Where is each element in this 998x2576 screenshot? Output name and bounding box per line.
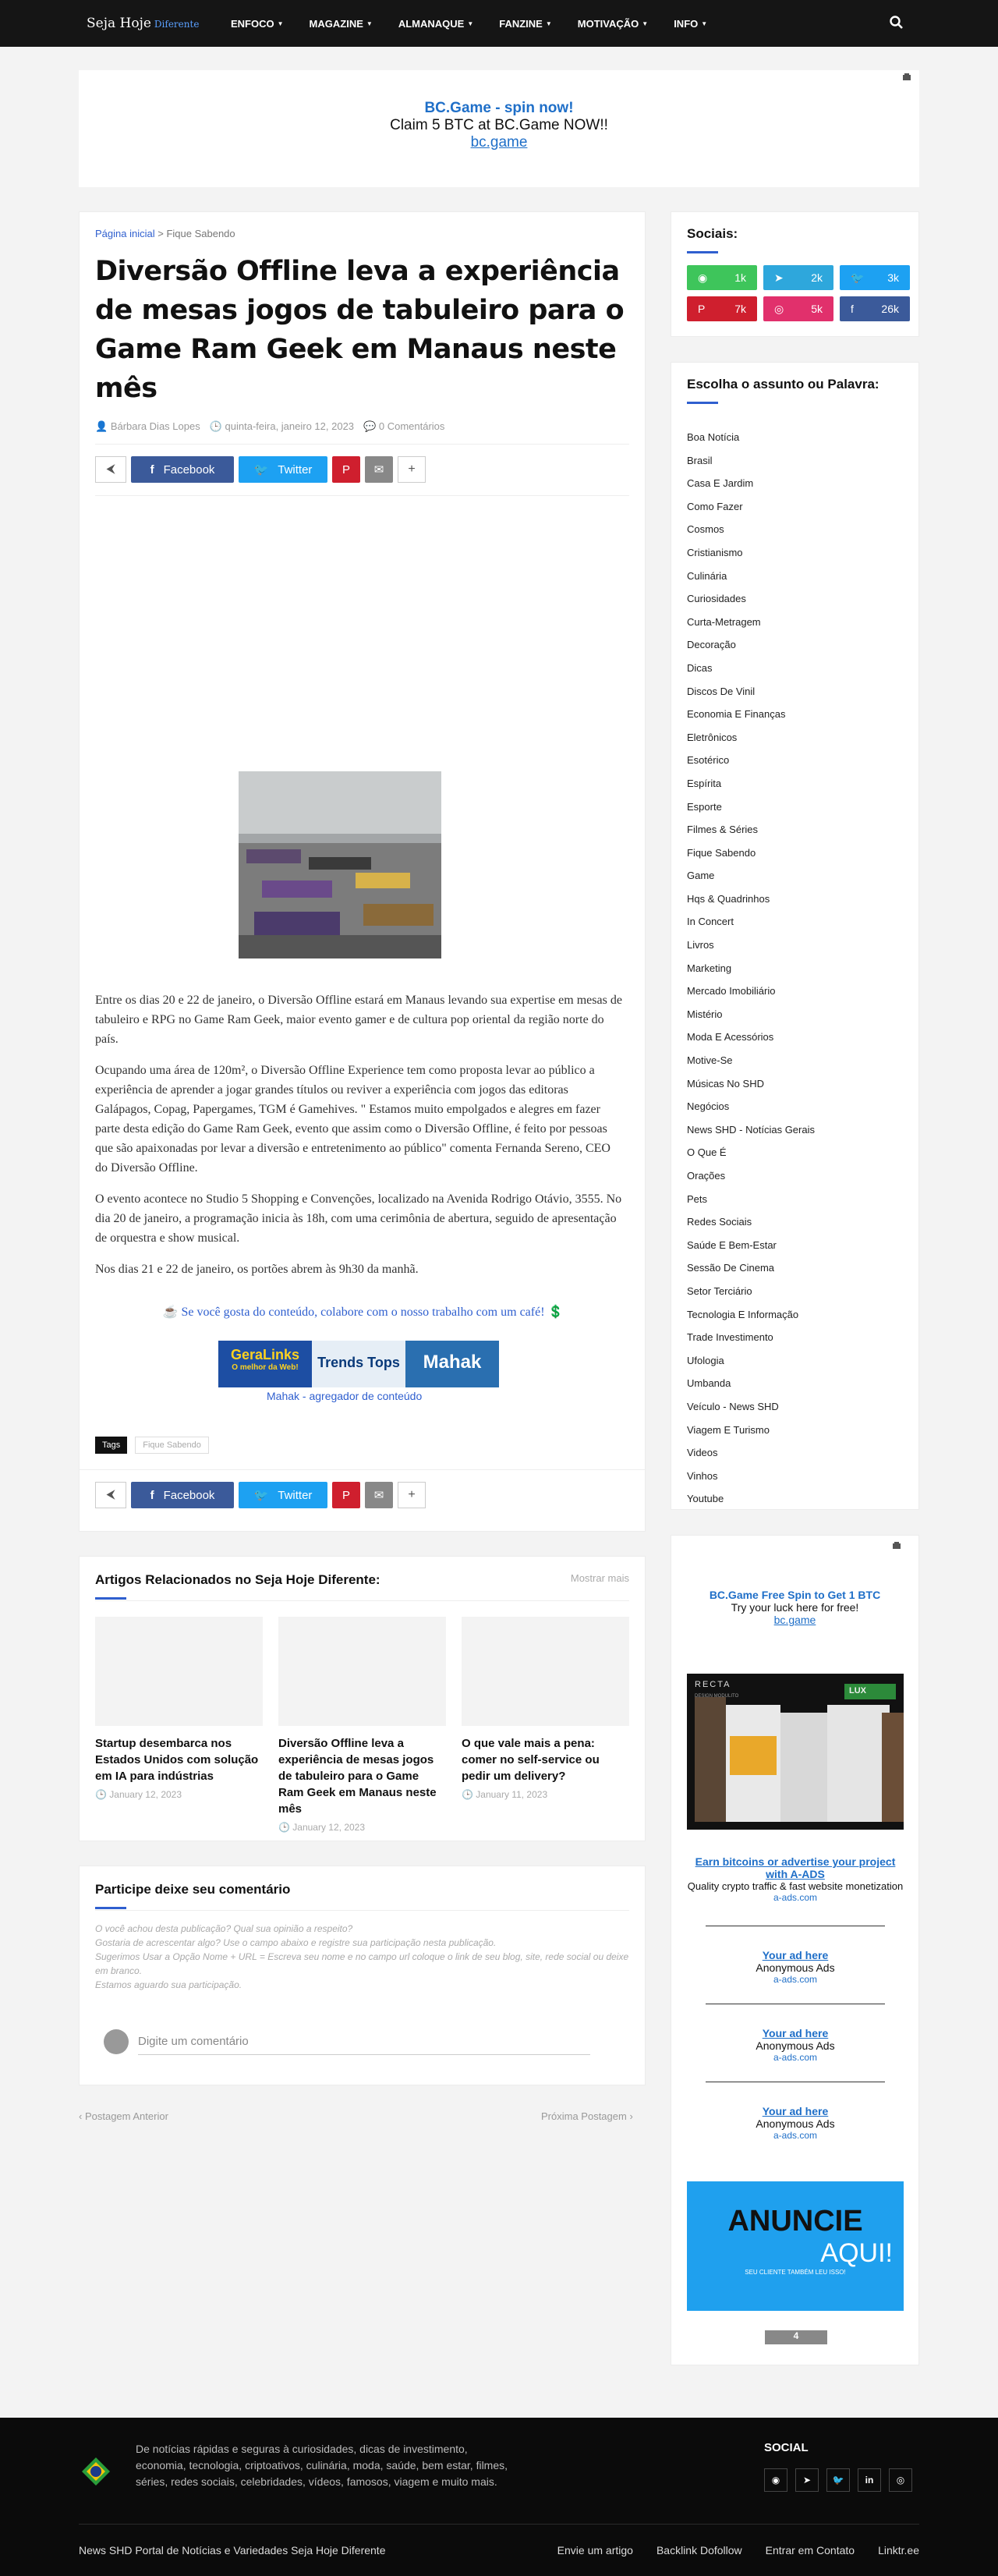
category-link[interactable]: Dicas — [687, 661, 713, 674]
visitor-counter: 4 — [765, 2330, 827, 2344]
footer-link[interactable]: Envie um artigo — [557, 2544, 633, 2557]
category-link[interactable]: Trade Investimento — [687, 1331, 773, 1344]
footer — [0, 2418, 998, 2576]
recta-badge: LUX — [849, 1686, 866, 1695]
category-link[interactable]: Setor Terciário — [687, 1284, 752, 1297]
linkedin-icon[interactable]: in — [858, 2468, 881, 2492]
facebook-count[interactable]: f 26k — [840, 296, 910, 321]
plus-icon: + — [408, 462, 416, 476]
related-item-title[interactable]: Startup desembarca nos Estados Unidos com solução em IA para indústrias — [95, 1737, 259, 1783]
nav-item-enfoco[interactable]: ENFOCO ▼ — [231, 18, 284, 30]
comment-count[interactable]: 💬 0 Comentários — [363, 420, 445, 432]
category-link[interactable]: Hqs & Quadrinhos — [687, 892, 770, 905]
twitter-icon: 🐦 — [253, 463, 269, 477]
category-link[interactable]: Tecnologia E Informação — [687, 1308, 799, 1320]
chevron-down-icon: ▼ — [701, 20, 708, 27]
category-link[interactable]: Filmes & Séries — [687, 824, 759, 836]
top-navbar — [0, 0, 998, 47]
category-link[interactable]: Curta-Metragem — [687, 615, 761, 628]
pinterest-count[interactable]: P 7k — [687, 296, 757, 321]
related-thumbnail[interactable] — [95, 1617, 263, 1726]
category-link[interactable]: Ufologia — [687, 1354, 724, 1366]
whatsapp-icon[interactable]: ◉ — [764, 2468, 787, 2492]
share-facebook-button[interactable]: f Facebook — [131, 1482, 234, 1508]
comments-section — [79, 1866, 646, 2085]
category-link[interactable]: Mistério — [687, 1008, 723, 1020]
share-twitter-button[interactable]: 🐦 Twitter — [239, 1482, 327, 1508]
footer-link[interactable]: Entrar em Contato — [765, 2544, 855, 2557]
telegram-icon[interactable]: ➤ — [795, 2468, 819, 2492]
related-item-title[interactable]: Diversão Offline leva a experiência de mesas jogos de tabuleiro para o Game Ram Geek em Manaus neste mês — [278, 1737, 437, 1816]
paragraph: Ocupando uma área de 120m², o Diversão Offline Experience tem como proposta levar ao público a experiência de aprender a jogar grandes títulos ou reviver a experiência com jogos das editoras Galápagos, Copag, Papergames, TGM é Gamehives. " Estamos muito empolgados e alegres em fazer parte desta edição do Game Ram Geek, evento que assim como o Diversão Offline, é feito por pessoas que são apaixonadas por levar a diversão e entretenimento ao público" comenta Fernanda Sereno, CEO do Diversão Offline. — [95, 1064, 610, 1175]
anonymous-ad[interactable]: Your ad here Anonymous Ads a-ads.com — [756, 2027, 835, 2063]
twitter-icon: 🐦 — [851, 271, 865, 284]
tag-chip[interactable]: Fique Sabendo — [135, 1437, 209, 1454]
share-icon[interactable]: ⮜ — [95, 456, 126, 483]
footer-social-title: SOCIAL — [764, 2441, 809, 2454]
related-item[interactable] — [278, 1617, 446, 1833]
share-pinterest-button[interactable] — [332, 1482, 360, 1508]
main-nav — [231, 18, 733, 30]
category-link[interactable]: Brasil — [687, 454, 713, 466]
chevron-down-icon: ▼ — [366, 20, 373, 27]
next-post-link[interactable]: Próxima Postagem › — [541, 2110, 633, 2122]
share-icon[interactable]: ⮜ — [95, 1482, 126, 1508]
article-body — [95, 990, 625, 1291]
share-facebook-button[interactable]: f Facebook — [131, 456, 234, 483]
breadcrumb-separator: > — [157, 228, 164, 239]
share-more-button[interactable] — [398, 456, 426, 483]
category-link[interactable]: Marketing — [687, 962, 732, 974]
category-link[interactable]: Videos — [687, 1447, 718, 1459]
envelope-icon: ✉ — [373, 463, 384, 477]
category-link[interactable]: Cristianismo — [687, 546, 743, 558]
telegram-count[interactable]: ➤ 2k — [763, 265, 833, 290]
ad-link[interactable]: bc.game — [470, 134, 528, 151]
paragraph: Entre os dias 20 e 22 de janeiro, o Diversão Offline estará em Manaus levando sua expertise em mesas de tabuleiro e RPG no Game Ram Geek, maior evento gamer e de cultura pop oriental da região norte do país. — [95, 994, 622, 1046]
related-item-date: 🕒 January 12, 2023 — [278, 1822, 366, 1833]
twitter-count[interactable]: 🐦 3k — [840, 265, 910, 290]
anonymous-ad[interactable]: Your ad here Anonymous Ads a-ads.com — [756, 1949, 835, 1985]
coffee-support-link[interactable]: ☕ Se você gosta do conteúdo, colabore com o nosso trabalho com um café! 💲 — [162, 1306, 564, 1319]
category-link[interactable]: Game — [687, 870, 715, 882]
nav-item-magazine[interactable]: MAGAZINE ▼ — [309, 18, 373, 30]
breadcrumb-home[interactable]: Página inicial — [95, 228, 155, 239]
chevron-down-icon: ▼ — [467, 20, 474, 27]
category-link[interactable]: Moda E Acessórios — [687, 1031, 774, 1044]
paragraph: O evento acontece no Studio 5 Shopping e Convenções, localizado na Avenida Rodrigo Otávio, 3555. No dia 20 de janeiro, a programação inicia às 18h, com uma cerimônia de abertura, seguido de apresentação de orquestra e show musical. — [95, 1192, 622, 1245]
category-link[interactable]: Curiosidades — [687, 593, 746, 605]
category-link[interactable]: Esporte — [687, 800, 722, 813]
related-thumbnail[interactable] — [278, 1617, 446, 1726]
recta-subtitle: DESIGN MODULITO — [695, 1694, 739, 1699]
share-email-button[interactable] — [365, 1482, 393, 1508]
ad-info-icon[interactable] — [892, 1542, 901, 1550]
category-link[interactable]: Livros — [687, 939, 714, 951]
category-link[interactable]: Esotérico — [687, 754, 730, 767]
paragraph: Nos dias 21 e 22 de janeiro, os portões abrem às 9h30 da manhã. — [95, 1263, 419, 1276]
category-link[interactable]: Veículo - News SHD — [687, 1400, 779, 1412]
money-icon: 💲 — [547, 1306, 564, 1319]
nav-item-motivacao[interactable]: MOTIVAÇÃO ▼ — [577, 18, 649, 30]
instagram-icon: ◎ — [774, 302, 784, 315]
categories-title: Escolha o assunto ou Palavra: — [687, 377, 903, 392]
comment-box[interactable] — [104, 2029, 590, 2055]
share-bar-top — [95, 444, 629, 496]
category-link[interactable]: Culinária — [687, 569, 727, 582]
categories-widget — [671, 362, 919, 1510]
facebook-icon: f — [150, 1488, 154, 1502]
category-link[interactable]: Eletrônicos — [687, 731, 738, 743]
comments-icon: 💬 — [363, 420, 377, 432]
category-link[interactable]: Boa Notícia — [687, 431, 740, 443]
article-title: Diversão Offline leva a experiência de mesas jogos de tabuleiro para o Game Ram Geek em Manaus neste mês — [95, 256, 625, 404]
categories-list — [687, 426, 903, 1511]
trendstops-banner[interactable]: Trends Tops — [312, 1341, 405, 1387]
envelope-icon: ✉ — [373, 1489, 384, 1502]
footer-link[interactable]: Linktr.ee — [878, 2544, 919, 2557]
telegram-icon: ➤ — [774, 271, 784, 284]
category-link[interactable]: Pets — [687, 1192, 708, 1205]
twitter-icon[interactable]: 🐦 — [826, 2468, 850, 2492]
whatsapp-count[interactable]: ◉ 1k — [687, 265, 757, 290]
footer-social-icons — [764, 2468, 912, 2492]
category-link[interactable]: Motive-Se — [687, 1054, 733, 1067]
logo-text: Seja Hoje — [87, 16, 151, 31]
related-item-title[interactable]: O que vale mais a pena: comer no self-service ou pedir um delivery? — [462, 1737, 600, 1783]
related-item[interactable] — [95, 1617, 263, 1833]
user-icon: 👤 — [95, 420, 108, 432]
sidebar-ads — [671, 1535, 919, 2365]
prev-post-link[interactable]: ‹ Postagem Anterior — [79, 2110, 168, 2122]
instagram-icon[interactable]: ◎ — [889, 2468, 912, 2492]
category-link[interactable]: Sessão De Cinema — [687, 1262, 774, 1274]
share-twitter-button[interactable]: 🐦 Twitter — [239, 456, 327, 483]
facebook-icon: f — [851, 303, 854, 315]
avatar — [104, 2029, 129, 2054]
comment-input[interactable]: Digite um comentário — [138, 2029, 590, 2055]
footer-about: De notícias rápidas e seguras à curiosidades, dicas de investimento, economia, tecnologia, criptoativos, culinária, moda, saúde, bem estar, filmes, séries, redes sociais, celebridades, vídeos, famosos, viagem e muito mais. — [136, 2443, 508, 2488]
mahak-banner[interactable]: Mahak — [405, 1341, 499, 1387]
footer-links — [557, 2544, 919, 2557]
chevron-down-icon: ▼ — [277, 20, 284, 27]
coffee-icon: ☕ — [162, 1306, 179, 1319]
comments-title: Participe deixe seu comentário — [95, 1882, 629, 1897]
related-item-date: 🕒 January 11, 2023 — [462, 1789, 548, 1800]
related-articles — [79, 1556, 646, 1841]
top-ad-banner[interactable] — [79, 70, 919, 187]
category-link[interactable]: In Concert — [687, 916, 734, 928]
category-link[interactable]: Viagem E Turismo — [687, 1423, 770, 1436]
plus-icon: + — [408, 1488, 416, 1501]
related-item-date: 🕒 January 12, 2023 — [95, 1789, 182, 1800]
date: 🕒 quinta-feira, janeiro 12, 2023 — [209, 420, 355, 432]
category-link[interactable]: Economia E Finanças — [687, 708, 786, 721]
share-pinterest-button[interactable] — [332, 456, 360, 483]
instagram-count[interactable]: ◎ 5k — [763, 296, 833, 321]
category-link[interactable]: Orações — [687, 1170, 726, 1182]
category-link[interactable]: Saúde E Bem-Estar — [687, 1238, 777, 1251]
site-logo[interactable] — [87, 16, 199, 31]
tags-label: Tags — [95, 1437, 127, 1454]
nav-item-info[interactable]: INFO ▼ — [674, 18, 708, 30]
share-more-button[interactable] — [398, 1482, 426, 1508]
category-link[interactable]: Músicas No SHD — [687, 1077, 764, 1090]
search-icon[interactable] — [889, 15, 904, 30]
ad-text: Claim 5 BTC at BC.Game NOW!! — [390, 117, 608, 133]
social-widget — [671, 211, 919, 337]
anonymous-ad[interactable]: Your ad here Anonymous Ads a-ads.com — [756, 2105, 835, 2141]
ad-title[interactable]: BC.Game - spin now! — [424, 100, 574, 116]
breadcrumb-current[interactable]: Fique Sabendo — [166, 228, 235, 239]
partner-banners — [218, 1341, 499, 1387]
social-title: Sociais: — [687, 226, 903, 242]
geralinks-banner[interactable]: GeraLinks O melhor da Web! — [218, 1341, 312, 1387]
category-link[interactable]: Youtube — [687, 1493, 724, 1505]
pinterest-icon: P — [342, 462, 350, 477]
facebook-icon: f — [150, 462, 154, 477]
related-item[interactable] — [462, 1617, 629, 1833]
category-link[interactable]: Cosmos — [687, 523, 724, 536]
comments-instructions: O você achou desta publicação? Qual sua opinião a respeito? Gostaria de acrescentar algo? Use o campo abaixo e registre sua participação nesta publicação. Sugerimos Usar a Opção Nome + URL = Escreva seu nome e no campo url coloque o link de seu blog, site, rede social ou deixe em branco. Estamos aguardo sua participação. — [95, 1923, 629, 1990]
whatsapp-icon: ◉ — [698, 271, 708, 284]
category-link[interactable]: Casa E Jardim — [687, 477, 754, 490]
category-link[interactable]: Como Fazer — [687, 500, 743, 512]
chevron-down-icon: ▼ — [642, 20, 649, 27]
footer-copyright: News SHD Portal de Notícias e Variedades Seja Hoje Diferente — [79, 2544, 386, 2557]
related-thumbnail[interactable] — [462, 1617, 629, 1726]
bcgame-ad[interactable]: BC.Game Free Spin to Get 1 BTC Try your luck here for free! bc.game — [709, 1589, 881, 1626]
clock-icon: 🕒 — [209, 420, 222, 432]
category-link[interactable]: Negócios — [687, 1100, 730, 1113]
category-link[interactable]: Discos De Vinil — [687, 685, 756, 697]
pinterest-icon: P — [698, 303, 706, 315]
category-link[interactable]: Fique Sabendo — [687, 846, 756, 859]
related-title: Artigos Relacionados no Seja Hoje Diferente: — [95, 1572, 380, 1587]
category-link[interactable]: Mercado Imobiliário — [687, 985, 776, 997]
nav-item-almanaque[interactable]: ALMANAQUE ▼ — [398, 18, 474, 30]
chevron-down-icon: ▼ — [545, 20, 552, 27]
pinterest-icon: P — [342, 1488, 350, 1502]
twitter-icon: 🐦 — [253, 1489, 269, 1502]
category-link[interactable]: O Que É — [687, 1146, 727, 1159]
article-meta — [95, 420, 629, 433]
author[interactable]: 👤 Bárbara Dias Lopes — [95, 420, 200, 432]
recta-brand: RECTA — [695, 1680, 731, 1689]
tags-row — [95, 1437, 209, 1454]
category-link[interactable]: Decoração — [687, 639, 736, 651]
article-photo — [239, 771, 441, 958]
category-link[interactable]: News SHD - Notícias Gerais — [687, 1123, 815, 1136]
banner-caption[interactable]: Mahak - agregador de conteúdo — [267, 1390, 423, 1402]
category-link[interactable]: Umbanda — [687, 1377, 731, 1390]
share-bar-bottom — [80, 1469, 645, 1520]
anuncie-aqui-banner[interactable]: ANUNCIE AQUI! SEU CLIENTE TAMBÉM LEU ISSO! — [687, 2181, 904, 2311]
nav-item-fanzine[interactable]: FANZINE ▼ — [499, 18, 552, 30]
aads-ad[interactable]: Earn bitcoins or advertise your project with A-ADS Quality crypto traffic & fast website monetization a-ads.com — [687, 1855, 904, 1903]
ad-info-icon[interactable] — [902, 73, 911, 81]
show-more-link[interactable]: Mostrar mais — [570, 1572, 629, 1584]
breadcrumb — [95, 228, 629, 239]
brazil-flag-icon — [79, 2454, 113, 2489]
article-card — [79, 211, 646, 1532]
footer-link[interactable]: Backlink Dofollow — [656, 2544, 742, 2557]
category-link[interactable]: Espírita — [687, 777, 722, 789]
category-link[interactable]: Vinhos — [687, 1469, 718, 1482]
category-link[interactable]: Redes Sociais — [687, 1216, 752, 1228]
share-email-button[interactable] — [365, 456, 393, 483]
logo-accent: Diferente — [154, 19, 200, 30]
